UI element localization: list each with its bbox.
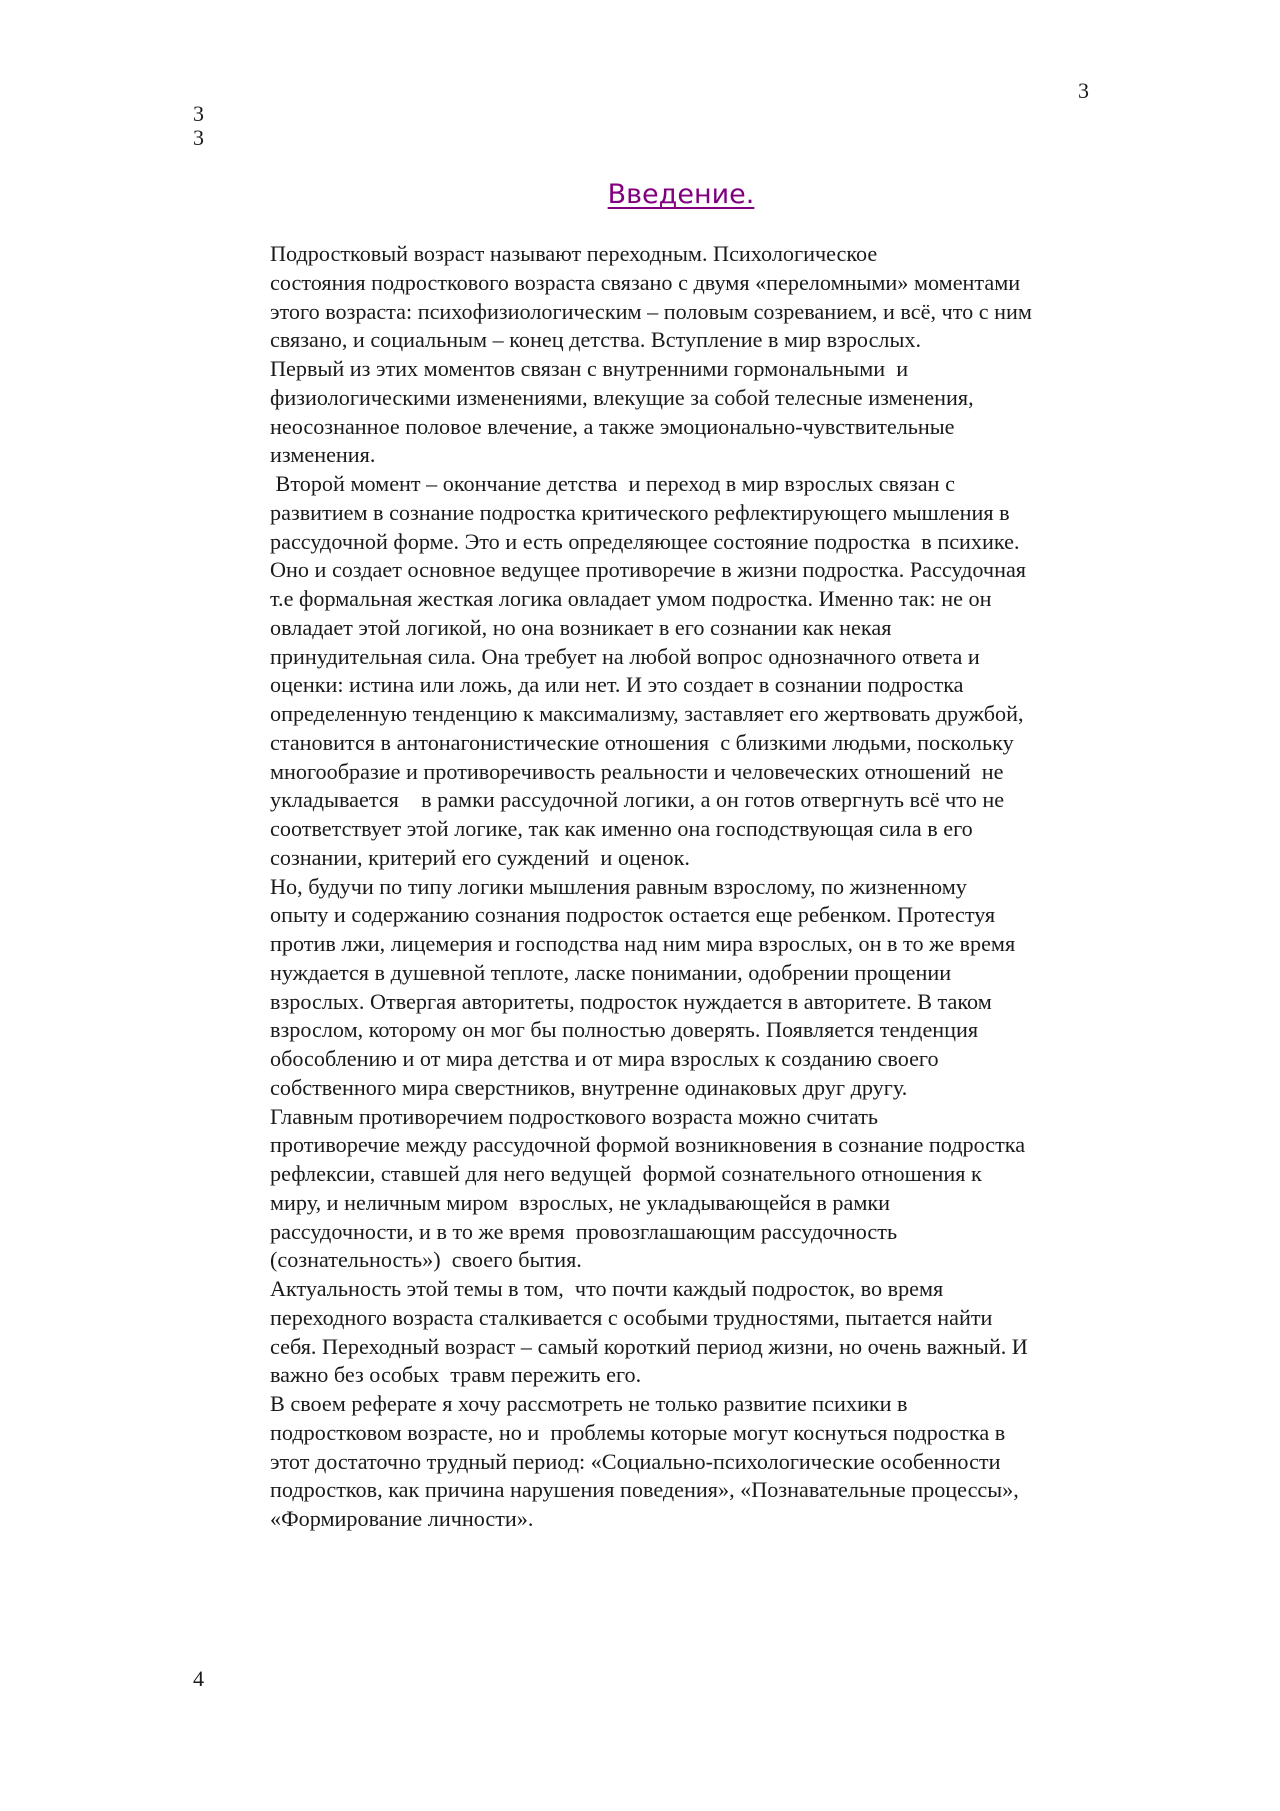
document-body [193, 240, 1087, 1534]
text-line: «Формирование личности». [270, 1506, 534, 1531]
text-line: сознании, критерий его суждений и оценок. [270, 844, 690, 870]
text-line: физиологическими изменениями, влекущие за собой телесные изменения, [270, 384, 974, 410]
text-line: укладывается в рамки рассудочной логики, а он готов отвергнуть всё что не [270, 787, 1005, 813]
text-line: собственного мира сверстников, внутренне одинаковых друг другу. [270, 1074, 908, 1100]
text-line: многообразие и противоречивость реальности и человеческих отношений не [270, 758, 1004, 784]
text-line: В своем реферате я хочу рассмотреть не только развитие психики в [270, 1391, 908, 1416]
text-line: опыту и содержанию сознания подросток остается еще ребенком. Протестуя [270, 902, 996, 928]
page-number-bottom: 4 [193, 1666, 204, 1691]
text-line: Второй момент – окончание детства и переход в мир взрослых связан с [270, 471, 955, 496]
text-line: Подростковый возраст называют переходным. Психологическое [270, 241, 878, 266]
margin-numbers [193, 102, 204, 150]
text-line: овладает этой логикой, но она возникает в его сознании как некая [270, 614, 892, 640]
paragraph [193, 355, 1087, 470]
text-line: определенную тенденцию к максимализму, заставляет его жертвовать дружбой, [270, 701, 1024, 726]
text-line: Но, будучи по типу логики мышления равным взрослому, по жизненному [270, 873, 967, 899]
text-line: Первый из этих моментов связан с внутренними гормональными и [270, 356, 909, 381]
margin-number: 3 [193, 125, 204, 150]
text-line: оценки: истина или ложь, да или нет. И это создает в сознании подростка [270, 672, 964, 698]
text-line: Оно и создает основное ведущее противоречие в жизни подростка. Рассудочная [270, 557, 1026, 583]
text-line: рассудочности, и в то же время провозглашающим рассудочность [270, 1218, 898, 1244]
text-line: этот достаточно трудный период: «Социально-психологические особенности [270, 1448, 1001, 1474]
text-line: неосознанное половое влечение, а также эмоционально-чувствительные [270, 413, 955, 439]
text-line: состояния подросткового возраста связано с двумя «переломными» моментами [270, 269, 1021, 295]
text-line: противоречие между рассудочной формой возникновения в сознание подростка [270, 1132, 1026, 1158]
text-line: важно без особых травм пережить его. [270, 1362, 642, 1388]
text-line: обособлению и от мира детства и от мира взрослых к созданию своего [270, 1046, 939, 1071]
text-line: т.е формальная жесткая логика овладает умом подростка. Именно так: не он [270, 586, 992, 611]
text-line: рефлексии, ставшей для него ведущей формой сознательного отношения к [270, 1161, 982, 1186]
text-line: нуждается в душевной теплоте, ласке понимании, одобрении прощении [270, 959, 952, 985]
paragraph [193, 470, 1087, 873]
text-line: взрослом, которому он мог бы полностью доверять. Появляется тенденция [270, 1017, 979, 1043]
text-line: переходного возраста сталкивается с особыми трудностями, пытается найти [270, 1304, 993, 1330]
text-line: подростковом возрасте, но и проблемы которые могут коснуться подростка в [270, 1419, 1006, 1445]
paragraph [193, 873, 1087, 1103]
section-title: Введение. [607, 179, 755, 210]
page-number-top: 3 [1078, 78, 1089, 103]
text-line: становится в антонагонистические отношения с близкими людьми, поскольку [270, 729, 1014, 755]
margin-number: 3 [193, 101, 204, 126]
text-line: против лжи, лицемерия и господства над ним мира взрослых, он в то же время [270, 931, 1016, 956]
text-line: связано, и социальным – конец детства. Вступление в мир взрослых. [270, 327, 922, 353]
paragraph [193, 1275, 1087, 1390]
text-line: изменения. [270, 442, 376, 468]
text-line: (сознательность») своего бытия. [270, 1247, 582, 1273]
text-line: миру, и неличным миром взрослых, не укладывающейся в рамки [270, 1189, 891, 1215]
text-line: развитием в сознание подростка критического рефлектирующего мышления в [270, 499, 1010, 525]
text-line: этого возраста: психофизиологическим – половым созреванием, и всё, что с ним [270, 298, 1032, 324]
paragraph [193, 1103, 1087, 1276]
text-line: принудительная сила. Она требует на любой вопрос однозначного ответа и [270, 643, 980, 669]
text-line: себя. Переходный возраст – самый короткий период жизни, но очень важный. И [270, 1333, 1028, 1359]
paragraph [193, 1390, 1087, 1534]
text-line: взрослых. Отвергая авторитеты, подросток нуждается в авторитете. В таком [270, 988, 992, 1014]
text-line: соответствует этой логике, так как именно она господствующая сила в его [270, 816, 973, 841]
text-line: Актуальность этой темы в том, что почти каждый подросток, во время [270, 1276, 944, 1301]
paragraph [193, 240, 1087, 355]
text-line: подростков, как причина нарушения поведения», «Познавательные процессы», [270, 1477, 1019, 1503]
text-line: рассудочной форме. Это и есть определяющее состояние подростка в психике. [270, 528, 1020, 554]
text-line: Главным противоречием подросткового возраста можно считать [270, 1103, 879, 1129]
